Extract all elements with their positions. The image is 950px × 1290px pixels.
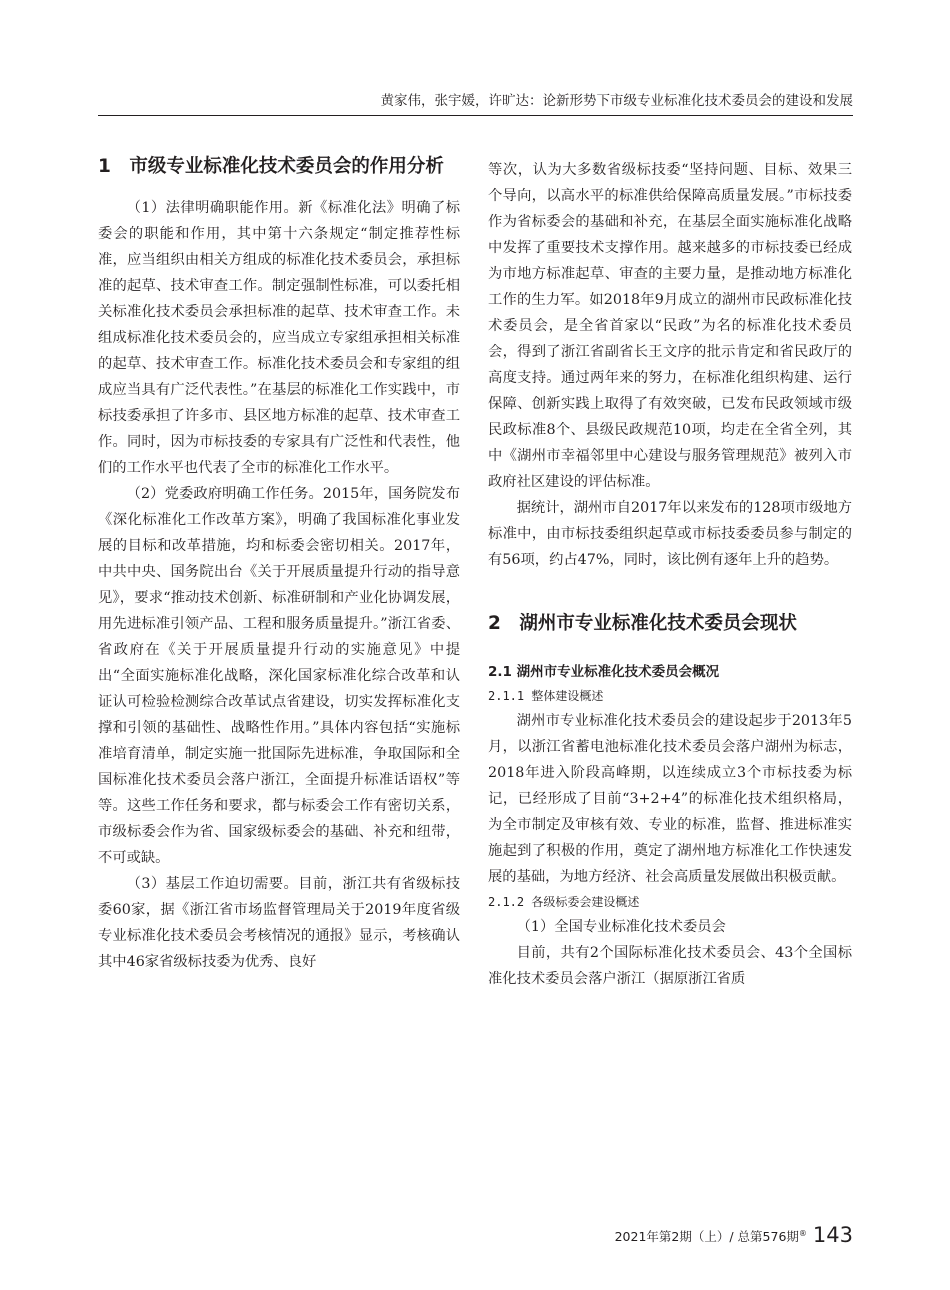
registered-mark: ® xyxy=(798,1228,807,1238)
paragraph-party-tasks: （2）党委政府明确工作任务。2015年，国务院发布《深化标准化工作改革方案》，明确了我国标准化事业发展的目标和改革措施，均和标委会密切相关。2017年，中共中央、国务院出台《关于开展质量提升行动的指导意见》，要求“推动技术创新、标准研制和产业化协调发展，用先进标准引领产品、工程和服务质量提升。”浙江省委、省政府在《关于开展质量提升行动的实施意见》中提出“全面实施标准化战略，深化国家标准化综合改革和认证认可检验检测综合改革试点省建设，切实发挥标准化支撑和引领的基础性、战略性作用。”具体内容包括“实施标准培育清单，制定实施一批国际先进标准，争取国际和全国标准化技术委员会落户浙江，全面提升标准话语权”等等。这些工作任务和要求，都与标委会工作有密切关系，市级标委会作为省、国家级标委会的基础、补充和纽带，不可或缺。 xyxy=(98,486,460,866)
subsection-2-1-1-title: 2.1.1 整体建设概述 xyxy=(488,689,604,703)
section-1-title: 1 市级专业标准化技术委员会的作用分析 xyxy=(98,156,444,177)
paragraph-grassroots-need: （3）基层工作迫切需要。目前，浙江共有省级标技委60家，据《浙江省市场监督管理局关于2019年度省级专业标准化技术委员会考核情况的通报》显示，考核确认其中46家省级标技委为优秀、良好 xyxy=(98,876,460,970)
subsection-2-1-title: 2.1 湖州市专业标准化技术委员会概况 xyxy=(488,664,720,680)
issue-text: 2021年第2期（上）/ 总第576期 xyxy=(614,1229,799,1244)
issue-info xyxy=(615,1225,807,1246)
running-header: 黄家伟，张宇媛，许旷达：论新形势下市级专业标准化技术委员会的建设和发展 xyxy=(380,93,853,109)
paragraph-legal-function: （1）法律明确职能作用。新《标准化法》明确了标委会的职能和作用，其中第十六条规定“制定推荐性标准，应当组织由相关方组成的标准化技术委员会，承担标准的起草、技术审查工作。制定强制性标准，可以委托相关标准化技术委员会承担标准的起草、技术审查工作。未组成标准化技术委员会的，应当成立专家组承担相关标准的起草、技术审查工作。标准化技术委员会和专家组的组成应当具有广泛代表性。”在基层的标准化工作实践中，市标技委承担了许多市、县区地方标准的起草、技术审查工作。同时，因为市标技委的专家具有广泛性和代表性，他们的工作水平也代表了全市的标准化工作水平。 xyxy=(98,200,460,476)
paragraph-national-committees-heading: （1）全国专业标准化技术委员会 xyxy=(516,919,726,935)
paragraph-overall-construction: 湖州市专业标准化技术委员会的建设起步于2013年5月，以浙江省蓄电池标准化技术委员会落户湖州为标志，2018年进入阶段高峰期，以连续成立3个市标技委为标记，已经形成了目前“3+2+4”的标准化技术组织格局，为全市制定及审核有效、专业的标准，监督、推进标准实施起到了积极的作用，奠定了湖州地方标准化工作快速发展的基础，为地方经济、社会高质量发展做出积极贡献。 xyxy=(488,713,852,885)
page-footer xyxy=(615,1216,853,1250)
subsection-2-1-2-title: 2.1.2 各级标委会建设概述 xyxy=(488,895,640,909)
header-rule xyxy=(98,115,853,116)
right-column xyxy=(488,152,852,992)
paragraph-statistics: 据统计，湖州市自2017年以来发布的128项市级地方标准中，由市标技委组织起草或市标技委委员参与制定的有56项，约占47%，同时，该比例有逐年上升的趋势。 xyxy=(488,500,852,568)
left-column xyxy=(98,152,460,975)
paragraph-national-committees: 目前，共有2个国际标准化技术委员会、43个全国标准化技术委员会落户浙江（据原浙江省质 xyxy=(488,945,852,987)
section-2-title: 2 湖州市专业标准化技术委员会现状 xyxy=(488,613,797,634)
page-number: 143 xyxy=(812,1223,853,1247)
paragraph-grassroots-need-continued: 等次，认为大多数省级标技委“坚持问题、目标、效果三个导向，以高水平的标准供给保障高质量发展。”市标技委作为省标委会的基础和补充，在基层全面实施标准化战略中发挥了重要技术支撑作用。越来越多的市标技委已经成为市地方标准起草、审查的主要力量，是推动地方标准化工作的生力军。如2018年9月成立的湖州市民政标准化技术委员会，是全省首家以“民政”为名的标准化技术委员会，得到了浙江省副省长王文序的批示肯定和省民政厅的高度支持。通过两年来的努力，在标准化组织构建、运行保障、创新实践上取得了有效突破，已发布民政领域市级民政标准8个、县级民政规范10项，均走在全省全列，其中《湖州市幸福邻里中心建设与服务管理规范》被列入市政府社区建设的评估标准。 xyxy=(488,162,852,490)
